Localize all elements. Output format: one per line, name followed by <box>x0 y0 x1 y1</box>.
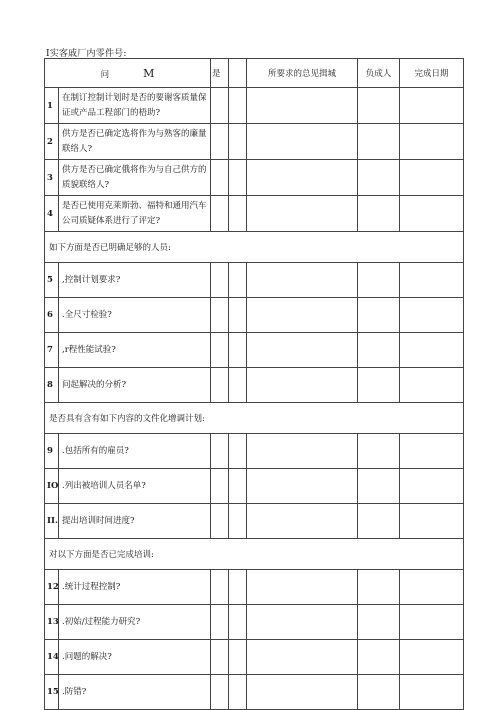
table-row <box>45 570 464 605</box>
due-date-cell[interactable] <box>400 298 464 333</box>
question-text: .问题的解决? <box>59 640 211 675</box>
row-number: 1 <box>45 88 59 124</box>
table-row <box>45 469 464 504</box>
no-cell[interactable] <box>229 196 247 232</box>
due-date-cell[interactable] <box>400 333 464 368</box>
comments-cell[interactable] <box>247 88 358 124</box>
question-text: .统计过程控制? <box>59 570 211 605</box>
question-text: 是否已使用克莱斯勃、福特和通用汽车公司质疑体系进行了评定? <box>59 196 211 232</box>
comments-cell[interactable] <box>247 605 358 640</box>
no-cell[interactable] <box>229 504 247 539</box>
section-title: 对以下方面是否已完成培训: <box>45 539 464 570</box>
question-text: .防错? <box>59 675 211 710</box>
column-header-question <box>45 59 211 88</box>
row-number: 13 <box>45 605 59 640</box>
responsible-cell[interactable] <box>358 434 400 469</box>
comments-cell[interactable] <box>247 675 358 710</box>
responsible-cell[interactable] <box>358 368 400 403</box>
no-cell[interactable] <box>229 333 247 368</box>
table-row <box>45 333 464 368</box>
question-text: .全尺寸检验? <box>59 298 211 333</box>
yes-cell[interactable] <box>211 124 229 160</box>
question-text: 在制订控制计划时是否的要谢客质量保证或产品工程部门的梧助? <box>59 88 211 124</box>
yes-cell[interactable] <box>211 469 229 504</box>
due-date-cell[interactable] <box>400 160 464 196</box>
section-title: 是否具有含有如下内容的文件化增调计划: <box>45 403 464 434</box>
question-text: 供方是否已确定俄将作为与自己供方的质貌联络人? <box>59 160 211 196</box>
responsible-cell[interactable] <box>358 124 400 160</box>
question-text: 问起解决的分析? <box>59 368 211 403</box>
yes-cell[interactable] <box>211 504 229 539</box>
row-number: 2 <box>45 124 59 160</box>
no-cell[interactable] <box>229 570 247 605</box>
no-cell[interactable] <box>229 675 247 710</box>
question-text: .包括所有的雇员? <box>59 434 211 469</box>
yes-cell[interactable] <box>211 88 229 124</box>
responsible-cell[interactable] <box>358 196 400 232</box>
column-header-blank <box>229 59 247 88</box>
question-text: .初始/过程能力研究? <box>59 605 211 640</box>
comments-cell[interactable] <box>247 298 358 333</box>
question-text: 提出培训时间进度? <box>59 504 211 539</box>
question-text: 供方是否已确定选将作为与熟客的廉量联络人? <box>59 124 211 160</box>
due-date-cell[interactable] <box>400 124 464 160</box>
row-number: IO <box>45 469 59 504</box>
section-header-row <box>45 232 464 263</box>
comments-cell[interactable] <box>247 263 358 298</box>
yes-cell[interactable] <box>211 298 229 333</box>
comments-cell[interactable] <box>247 196 358 232</box>
due-date-cell[interactable] <box>400 675 464 710</box>
column-header-question-suffix: M <box>143 66 155 80</box>
due-date-cell[interactable] <box>400 88 464 124</box>
yes-cell[interactable] <box>211 570 229 605</box>
due-date-cell[interactable] <box>400 640 464 675</box>
column-header-due-date: 完成日期 <box>400 59 464 88</box>
comments-cell[interactable] <box>247 570 358 605</box>
table-row <box>45 605 464 640</box>
table-row <box>45 298 464 333</box>
due-date-cell[interactable] <box>400 368 464 403</box>
row-number: 9 <box>45 434 59 469</box>
yes-cell[interactable] <box>211 196 229 232</box>
comments-cell[interactable] <box>247 434 358 469</box>
row-number: 15 <box>45 675 59 710</box>
responsible-cell[interactable] <box>358 504 400 539</box>
checklist-table <box>44 58 464 710</box>
comments-cell[interactable] <box>247 469 358 504</box>
due-date-cell[interactable] <box>400 504 464 539</box>
due-date-cell[interactable] <box>400 469 464 504</box>
yes-cell[interactable] <box>211 160 229 196</box>
yes-cell[interactable] <box>211 605 229 640</box>
comments-cell[interactable] <box>247 160 358 196</box>
yes-cell[interactable] <box>211 333 229 368</box>
table-row <box>45 675 464 710</box>
due-date-cell[interactable] <box>400 570 464 605</box>
comments-cell[interactable] <box>247 640 358 675</box>
table-row <box>45 160 464 196</box>
yes-cell[interactable] <box>211 263 229 298</box>
column-header-responsible: 负成人 <box>358 59 400 88</box>
responsible-cell[interactable] <box>358 333 400 368</box>
question-text: ,r程性能试验? <box>59 333 211 368</box>
yes-cell[interactable] <box>211 640 229 675</box>
comments-cell[interactable] <box>247 124 358 160</box>
table-row <box>45 368 464 403</box>
row-number: 8 <box>45 368 59 403</box>
column-header-comments: 所要求的总见揖城 <box>247 59 358 88</box>
due-date-cell[interactable] <box>400 605 464 640</box>
table-row <box>45 640 464 675</box>
row-number: 14 <box>45 640 59 675</box>
question-text: .列出被培训人员名单? <box>59 469 211 504</box>
row-number: II. <box>45 504 59 539</box>
table-row <box>45 434 464 469</box>
no-cell[interactable] <box>229 124 247 160</box>
no-cell[interactable] <box>229 368 247 403</box>
responsible-cell[interactable] <box>358 675 400 710</box>
due-date-cell[interactable] <box>400 263 464 298</box>
table-row <box>45 196 464 232</box>
table-row <box>45 263 464 298</box>
yes-cell[interactable] <box>211 368 229 403</box>
row-number: 12 <box>45 570 59 605</box>
yes-cell[interactable] <box>211 675 229 710</box>
table-row <box>45 124 464 160</box>
row-number: 3 <box>45 160 59 196</box>
section-header-row <box>45 539 464 570</box>
no-cell[interactable] <box>229 88 247 124</box>
no-cell[interactable] <box>229 263 247 298</box>
section-header-row <box>45 403 464 434</box>
responsible-cell[interactable] <box>358 469 400 504</box>
no-cell[interactable] <box>229 160 247 196</box>
question-text: ,控制计划要求? <box>59 263 211 298</box>
comments-cell[interactable] <box>247 504 358 539</box>
no-cell[interactable] <box>229 605 247 640</box>
row-number: 5 <box>45 263 59 298</box>
no-cell[interactable] <box>229 298 247 333</box>
row-number: 6 <box>45 298 59 333</box>
document-header-line: I实客戚厂内零件号: <box>46 49 127 59</box>
table-row <box>45 88 464 124</box>
column-header-question-label: 问 <box>100 69 110 80</box>
responsible-cell[interactable] <box>358 263 400 298</box>
responsible-cell[interactable] <box>358 160 400 196</box>
no-cell[interactable] <box>229 640 247 675</box>
due-date-cell[interactable] <box>400 196 464 232</box>
comments-cell[interactable] <box>247 368 358 403</box>
no-cell[interactable] <box>229 469 247 504</box>
responsible-cell[interactable] <box>358 605 400 640</box>
row-number: 7 <box>45 333 59 368</box>
table-header-row <box>45 59 464 88</box>
responsible-cell[interactable] <box>358 570 400 605</box>
due-date-cell[interactable] <box>400 434 464 469</box>
section-title: 如下方面是否已明确足够的人员: <box>45 232 464 263</box>
responsible-cell[interactable] <box>358 298 400 333</box>
responsible-cell[interactable] <box>358 640 400 675</box>
column-header-yes: 是 <box>211 59 229 88</box>
responsible-cell[interactable] <box>358 88 400 124</box>
row-number: 4 <box>45 196 59 232</box>
comments-cell[interactable] <box>247 333 358 368</box>
yes-cell[interactable] <box>211 434 229 469</box>
no-cell[interactable] <box>229 434 247 469</box>
table-row <box>45 504 464 539</box>
